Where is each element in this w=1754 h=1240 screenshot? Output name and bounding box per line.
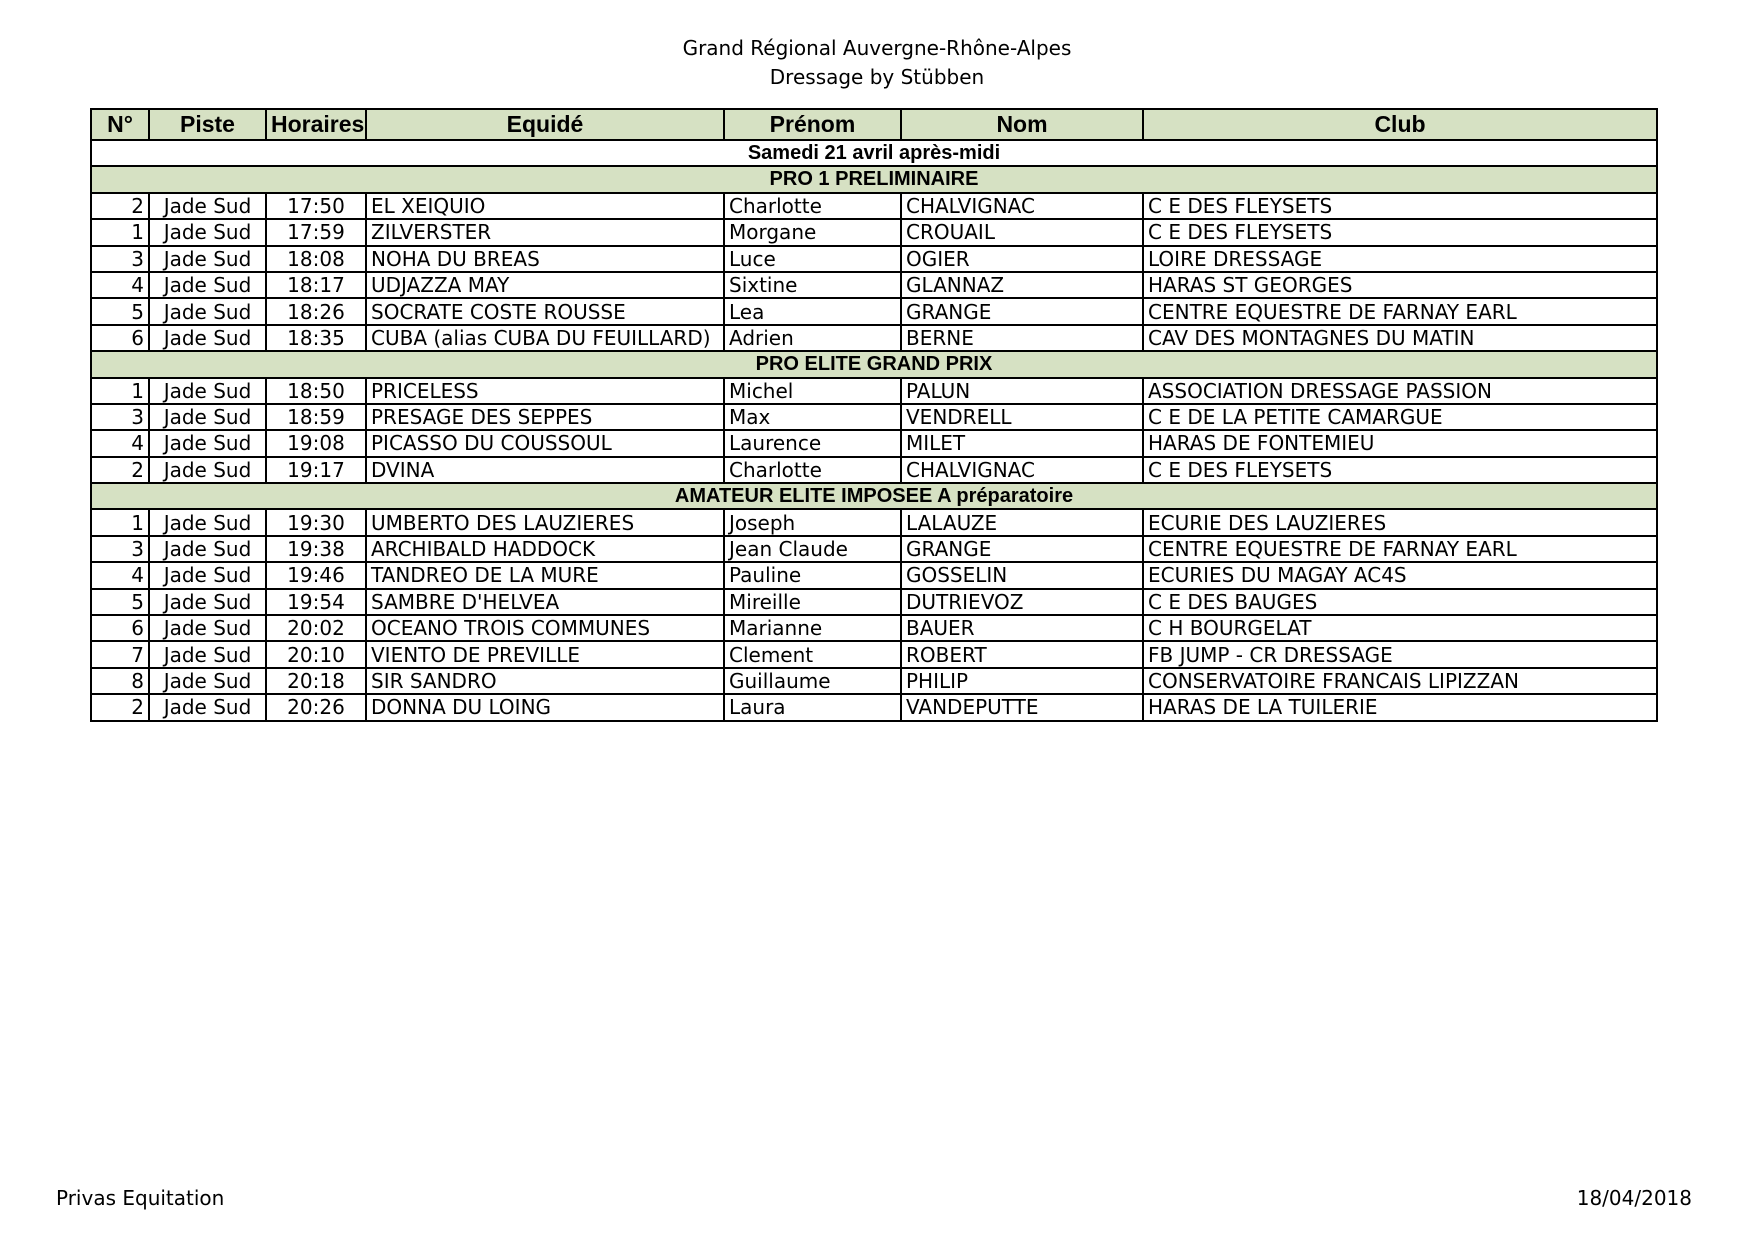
rider-last-name: GOSSELIN: [901, 562, 1143, 588]
horse-name: NOHA DU BREAS: [366, 246, 724, 272]
piste: Jade Sud: [149, 430, 266, 456]
entry-number: 3: [91, 536, 149, 562]
start-time: 18:08: [266, 246, 366, 272]
horse-name: ARCHIBALD HADDOCK: [366, 536, 724, 562]
horse-name: SIR SANDRO: [366, 668, 724, 694]
footer-date: 18/04/2018: [1576, 1186, 1692, 1210]
rider-last-name: ROBERT: [901, 641, 1143, 667]
table-row: [91, 589, 1657, 615]
club: C E DE LA PETITE CAMARGUE: [1143, 404, 1657, 430]
horse-name: ZILVERSTER: [366, 219, 724, 245]
club: CONSERVATOIRE FRANCAIS LIPIZZAN: [1143, 668, 1657, 694]
section-row: [91, 483, 1657, 509]
start-time: 20:02: [266, 615, 366, 641]
club: C E DES FLEYSETS: [1143, 219, 1657, 245]
section-row: [91, 166, 1657, 192]
horse-name: UDJAZZA MAY: [366, 272, 724, 298]
table-row: [91, 246, 1657, 272]
start-time: 18:50: [266, 378, 366, 404]
rider-last-name: PHILIP: [901, 668, 1143, 694]
piste: Jade Sud: [149, 668, 266, 694]
horse-name: PICASSO DU COUSSOUL: [366, 430, 724, 456]
club: C E DES BAUGES: [1143, 589, 1657, 615]
horse-name: UMBERTO DES LAUZIERES: [366, 509, 724, 535]
column-header: Club: [1143, 109, 1657, 140]
piste: Jade Sud: [149, 378, 266, 404]
start-time: 18:17: [266, 272, 366, 298]
rider-first-name: Pauline: [724, 562, 901, 588]
entry-number: 7: [91, 641, 149, 667]
table-row: [91, 457, 1657, 483]
schedule-table: [90, 108, 1658, 722]
piste: Jade Sud: [149, 404, 266, 430]
piste: Jade Sud: [149, 219, 266, 245]
rider-last-name: CROUAIL: [901, 219, 1143, 245]
club: CENTRE EQUESTRE DE FARNAY EARL: [1143, 536, 1657, 562]
entry-number: 4: [91, 272, 149, 298]
rider-last-name: GRANGE: [901, 298, 1143, 324]
piste: Jade Sud: [149, 193, 266, 219]
rider-last-name: LALAUZE: [901, 509, 1143, 535]
table-row: [91, 193, 1657, 219]
section-title: AMATEUR ELITE IMPOSEE A préparatoire: [91, 483, 1657, 509]
rider-last-name: BERNE: [901, 325, 1143, 351]
entry-number: 1: [91, 219, 149, 245]
rider-first-name: Jean Claude: [724, 536, 901, 562]
rider-last-name: CHALVIGNAC: [901, 193, 1143, 219]
rider-first-name: Marianne: [724, 615, 901, 641]
horse-name: EL XEIQUIO: [366, 193, 724, 219]
horse-name: OCEANO TROIS COMMUNES: [366, 615, 724, 641]
rider-last-name: GRANGE: [901, 536, 1143, 562]
horse-name: CUBA (alias CUBA DU FEUILLARD): [366, 325, 724, 351]
club: ASSOCIATION DRESSAGE PASSION: [1143, 378, 1657, 404]
section-title: PRO ELITE GRAND PRIX: [91, 351, 1657, 377]
start-time: 19:08: [266, 430, 366, 456]
rider-last-name: GLANNAZ: [901, 272, 1143, 298]
table-row: [91, 694, 1657, 720]
club: C H BOURGELAT: [1143, 615, 1657, 641]
rider-first-name: Morgane: [724, 219, 901, 245]
entry-number: 3: [91, 246, 149, 272]
rider-first-name: Laura: [724, 694, 901, 720]
club: LOIRE DRESSAGE: [1143, 246, 1657, 272]
start-time: 18:59: [266, 404, 366, 430]
table-row: [91, 509, 1657, 535]
rider-first-name: Mireille: [724, 589, 901, 615]
start-time: 17:59: [266, 219, 366, 245]
horse-name: SOCRATE COSTE ROUSSE: [366, 298, 724, 324]
club: C E DES FLEYSETS: [1143, 193, 1657, 219]
piste: Jade Sud: [149, 272, 266, 298]
entry-number: 6: [91, 615, 149, 641]
table-row: [91, 562, 1657, 588]
piste: Jade Sud: [149, 694, 266, 720]
rider-last-name: MILET: [901, 430, 1143, 456]
start-time: 18:26: [266, 298, 366, 324]
club: ECURIE DES LAUZIERES: [1143, 509, 1657, 535]
rider-first-name: Michel: [724, 378, 901, 404]
start-time: 19:46: [266, 562, 366, 588]
start-time: 19:38: [266, 536, 366, 562]
start-time: 19:54: [266, 589, 366, 615]
section-title: PRO 1 PRELIMINAIRE: [91, 166, 1657, 192]
column-header: Equidé: [366, 109, 724, 140]
club: CAV DES MONTAGNES DU MATIN: [1143, 325, 1657, 351]
entry-number: 1: [91, 378, 149, 404]
club: HARAS ST GEORGES: [1143, 272, 1657, 298]
column-header: Nom: [901, 109, 1143, 140]
day-label: Samedi 21 avril après-midi: [91, 140, 1657, 166]
club: HARAS DE FONTEMIEU: [1143, 430, 1657, 456]
piste: Jade Sud: [149, 615, 266, 641]
rider-first-name: Sixtine: [724, 272, 901, 298]
table-row: [91, 325, 1657, 351]
piste: Jade Sud: [149, 641, 266, 667]
piste: Jade Sud: [149, 298, 266, 324]
table-body: [91, 140, 1657, 721]
table-header-row: [91, 109, 1657, 140]
rider-first-name: Max: [724, 404, 901, 430]
table-row: [91, 219, 1657, 245]
document-header: [0, 34, 1754, 92]
entry-number: 2: [91, 193, 149, 219]
start-time: 20:26: [266, 694, 366, 720]
day-row: [91, 140, 1657, 166]
column-header: N°: [91, 109, 149, 140]
piste: Jade Sud: [149, 562, 266, 588]
start-time: 20:18: [266, 668, 366, 694]
start-time: 19:17: [266, 457, 366, 483]
club: HARAS DE LA TUILERIE: [1143, 694, 1657, 720]
footer-organizer: Privas Equitation: [56, 1186, 225, 1210]
rider-first-name: Adrien: [724, 325, 901, 351]
horse-name: DONNA DU LOING: [366, 694, 724, 720]
club: CENTRE EQUESTRE DE FARNAY EARL: [1143, 298, 1657, 324]
rider-first-name: Luce: [724, 246, 901, 272]
rider-first-name: Charlotte: [724, 193, 901, 219]
entry-number: 2: [91, 694, 149, 720]
horse-name: PRESAGE DES SEPPES: [366, 404, 724, 430]
table-row: [91, 641, 1657, 667]
entry-number: 6: [91, 325, 149, 351]
entry-number: 8: [91, 668, 149, 694]
rider-last-name: VANDEPUTTE: [901, 694, 1143, 720]
column-header: Horaires: [266, 109, 366, 140]
table-row: [91, 668, 1657, 694]
rider-last-name: CHALVIGNAC: [901, 457, 1143, 483]
entry-number: 2: [91, 457, 149, 483]
rider-last-name: DUTRIEVOZ: [901, 589, 1143, 615]
rider-first-name: Lea: [724, 298, 901, 324]
piste: Jade Sud: [149, 536, 266, 562]
column-header: Piste: [149, 109, 266, 140]
horse-name: TANDREO DE LA MURE: [366, 562, 724, 588]
horse-name: PRICELESS: [366, 378, 724, 404]
entry-number: 4: [91, 562, 149, 588]
table-row: [91, 404, 1657, 430]
section-row: [91, 351, 1657, 377]
table-row: [91, 430, 1657, 456]
piste: Jade Sud: [149, 509, 266, 535]
entry-number: 4: [91, 430, 149, 456]
rider-first-name: Charlotte: [724, 457, 901, 483]
horse-name: VIENTO DE PREVILLE: [366, 641, 724, 667]
rider-last-name: VENDRELL: [901, 404, 1143, 430]
rider-last-name: PALUN: [901, 378, 1143, 404]
entry-number: 5: [91, 298, 149, 324]
club: FB JUMP - CR DRESSAGE: [1143, 641, 1657, 667]
table-row: [91, 536, 1657, 562]
rider-first-name: Clement: [724, 641, 901, 667]
entry-number: 1: [91, 509, 149, 535]
rider-first-name: Guillaume: [724, 668, 901, 694]
piste: Jade Sud: [149, 589, 266, 615]
start-time: 20:10: [266, 641, 366, 667]
table-row: [91, 378, 1657, 404]
rider-first-name: Joseph: [724, 509, 901, 535]
start-time: 17:50: [266, 193, 366, 219]
rider-last-name: OGIER: [901, 246, 1143, 272]
document-title: Grand Régional Auvergne-Rhône-Alpes: [682, 36, 1072, 60]
entry-number: 5: [91, 589, 149, 615]
rider-last-name: BAUER: [901, 615, 1143, 641]
entry-number: 3: [91, 404, 149, 430]
piste: Jade Sud: [149, 457, 266, 483]
start-time: 19:30: [266, 509, 366, 535]
table-row: [91, 615, 1657, 641]
horse-name: DVINA: [366, 457, 724, 483]
piste: Jade Sud: [149, 246, 266, 272]
horse-name: SAMBRE D'HELVEA: [366, 589, 724, 615]
club: ECURIES DU MAGAY AC4S: [1143, 562, 1657, 588]
table-row: [91, 272, 1657, 298]
club: C E DES FLEYSETS: [1143, 457, 1657, 483]
rider-first-name: Laurence: [724, 430, 901, 456]
column-header: Prénom: [724, 109, 901, 140]
start-time: 18:35: [266, 325, 366, 351]
document-subtitle: Dressage by Stübben: [769, 65, 985, 89]
piste: Jade Sud: [149, 325, 266, 351]
table-row: [91, 298, 1657, 324]
